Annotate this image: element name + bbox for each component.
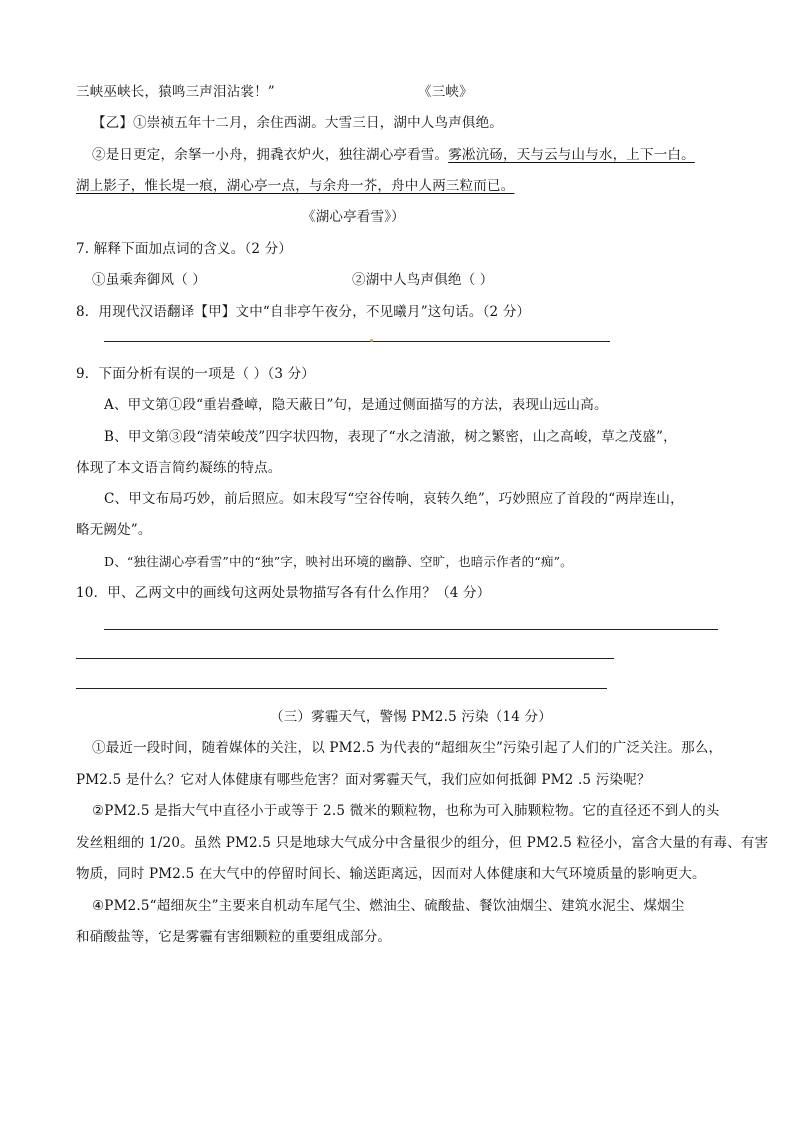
passage-source-sanxia: 《三峡》 [418,84,473,100]
passage-yi-para1: 【乙】①崇祯五年十二月，余住西湖。大雪三日，湖中人鸟声俱绝。 [92,115,503,131]
question-7: 7. 解释下面加点词的含义。（2 分） [76,241,293,257]
question-8: 8．用现代汉语翻译【甲】文中“自非亭午夜分，不见曦月”这句话。（2 分） [76,304,531,320]
question-9-option-c-cont: 略无阙处”。 [76,522,152,538]
question-10: 10．甲、乙两文中的画线句这两处景物描写各有什么作用？（4 分） [76,585,491,601]
answer-line[interactable] [104,341,610,342]
answer-line[interactable] [76,688,607,689]
section-3-para2-cont: 物质，同时 PM2.5 在大气中的停留时间长、输送距离远，因而对人体健康和大气环境质量的影响更大。 [76,866,706,882]
question-7-item-a: ①虽乘奔御风（ ） [92,272,207,288]
underlined-sentence: 湖上影子，惟长堤一痕，湖心亭一点，与余舟一芥，舟中人两三粒而已。 [76,178,515,194]
section-3-para1-cont: PM2.5 是什么？它对人体健康有哪些危害？面对雾霾天气，我们应如何抵御 PM2 .5 污染呢？ [76,772,651,788]
mark-dot [370,339,373,342]
passage-line: 三峡巫峡长，猿鸣三声泪沾裳！” [76,84,275,100]
answer-line[interactable] [76,658,614,659]
section-3-para2: ②PM2.5 是指大气中直径小于或等于 2.5 微米的颗粒物，也称为可入肺颗粒物。它的直径还不到人的头 [92,803,720,819]
question-9: 9．下面分析有误的一项是（ ）（3 分） [76,366,316,382]
passage-yi-para2 [92,146,695,164]
section-3-para4: ④PM2.5“超细灰尘”主要来自机动车尾气尘、燃油尘、硫酸盐、餐饮油烟尘、建筑水泥尘、煤烟尘 [92,898,685,914]
section-3-para1: ①最近一段时间，随着媒体的关注，以 PM2.5 为代表的“超细灰尘”污染引起了人们的广泛关注。那么， [92,740,723,756]
underlined-sentence: 雾凇沆砀，天与云与山与水，上下一白。 [448,147,695,163]
para2-plain-text: ②是日更定，余拏一小舟，拥毳衣炉火，独往湖心亭看雪。 [92,147,449,163]
answer-line[interactable] [104,629,718,630]
passage-source-huxinting: 《湖心亭看雪》） [302,209,405,225]
section-3-para2-cont: 发丝粗细的 1/20。虽然 PM2.5 只是地球大气成分中含量很少的组分，但 PM2.5 粒径小，富含大量的有毒、有害 [76,835,769,851]
question-9-option-b: B、甲文第③段“清荣峻茂”四字状四物，表现了“水之清澈，树之繁密，山之高峻，草之茂盛”， [104,429,677,445]
question-9-option-a: A、甲文第①段“重岩叠嶂，隐天蔽日”句，是通过侧面描写的方法，表现山远山高。 [104,397,608,413]
section-3-title: （三）雾霾天气，警惕 PM2.5 污染（14 分） [270,709,552,725]
question-9-option-c: C、甲文布局巧妙，前后照应。如末段写“空谷传响，哀转久绝”，巧妙照应了首段的“两岸连山， [104,491,684,507]
section-3-para4-cont: 和硝酸盐等，它是雾霾有害细颗粒的重要组成部分。 [76,929,392,945]
question-9-option-b-cont: 体现了本文语言简约凝练的特点。 [76,460,282,476]
question-9-option-d: D、“独往湖心亭看雪”中的“独”字，映衬出环境的幽静、空旷，也暗示作者的“痴”。 [104,554,573,569]
question-7-item-b: ②湖中人鸟声俱绝（ ） [352,272,494,288]
